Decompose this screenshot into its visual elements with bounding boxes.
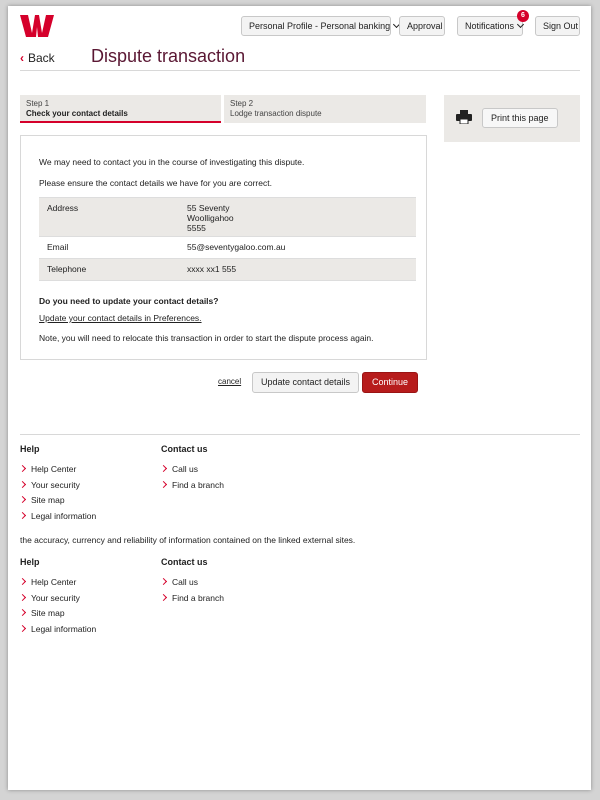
- row-value: xxxx xx1 555: [187, 264, 237, 274]
- help-link[interactable]: [20, 591, 96, 607]
- footer-contact: [161, 444, 224, 493]
- print-panel: [444, 95, 580, 142]
- notifications-count-badge: 6: [517, 10, 529, 22]
- approval-button[interactable]: [399, 16, 445, 36]
- row-value: [187, 198, 234, 236]
- contact-link-label: Find a branch: [172, 479, 224, 490]
- contact-table: [39, 197, 416, 281]
- row-value: 55@seventygaloo.com.au: [187, 242, 286, 252]
- cancel-link[interactable]: cancel: [218, 377, 242, 386]
- print-button[interactable]: [482, 108, 558, 128]
- chevron-down-icon: [517, 21, 524, 28]
- help-heading: Help: [20, 444, 40, 454]
- contact-link-label: Find a branch: [172, 592, 224, 603]
- contact-link[interactable]: [161, 462, 224, 478]
- help-link-label: Your security: [31, 592, 80, 603]
- row-key: Address: [47, 203, 79, 213]
- footer-help: [20, 557, 96, 637]
- page-title: Dispute transaction: [91, 46, 246, 66]
- contact-link[interactable]: [161, 478, 224, 494]
- chevron-right-icon: [19, 511, 26, 518]
- update-question: Do you need to update your contact details?: [39, 296, 219, 306]
- profile-dropdown-label: Personal Profile - Personal banking: [249, 21, 391, 31]
- chevron-right-icon: [19, 480, 26, 487]
- help-link-label: Site map: [31, 608, 65, 618]
- update-contact-button[interactable]: [252, 372, 359, 393]
- contact-heading: Contact us: [161, 444, 208, 454]
- chevron-right-icon: [19, 624, 26, 631]
- contact-link[interactable]: [161, 591, 224, 607]
- contact-heading: Contact us: [161, 557, 208, 567]
- print-label: Print this page: [491, 113, 549, 123]
- chevron-right-icon: [19, 465, 26, 472]
- chevron-right-icon: [160, 480, 167, 487]
- help-link[interactable]: [20, 622, 96, 638]
- preferences-link[interactable]: Update your contact details in Preferences.: [39, 313, 202, 323]
- help-link-label: Legal information: [31, 623, 97, 634]
- telephone-row: [39, 258, 416, 281]
- help-link-label: Legal information: [31, 510, 97, 521]
- profile-dropdown[interactable]: [241, 16, 391, 36]
- contact-link-label: Call us: [172, 464, 198, 474]
- continue-button[interactable]: [362, 372, 418, 393]
- help-link[interactable]: [20, 509, 96, 525]
- row-key: Email: [47, 242, 69, 252]
- intro-text: Please ensure the contact details we have for you are correct.: [39, 178, 272, 188]
- approval-label: Approval: [407, 21, 443, 31]
- help-link-label: Help Center: [31, 464, 77, 474]
- step-number: Step 1: [26, 99, 50, 108]
- chevron-right-icon: [19, 593, 26, 600]
- contact-details-card: [20, 135, 427, 360]
- help-link-label: Site map: [31, 495, 65, 505]
- step-label: Check your contact details: [26, 109, 128, 118]
- help-link-label: Your security: [31, 479, 80, 490]
- address-line: 55 Seventy: [187, 203, 230, 213]
- page: [8, 6, 591, 790]
- email-row: [39, 236, 416, 258]
- row-key: Telephone: [47, 264, 87, 274]
- address-row: [39, 197, 416, 236]
- step-label: Lodge transaction dispute: [230, 109, 322, 118]
- step-2: [224, 95, 426, 123]
- step-1: [20, 95, 221, 123]
- relocate-note: Note, you will need to relocate this transaction in order to start the dispute process again.: [39, 333, 374, 343]
- notifications-dropdown[interactable]: [457, 16, 523, 36]
- footer-divider: [20, 434, 580, 435]
- intro-text: We may need to contact you in the course of investigating this dispute.: [39, 157, 305, 167]
- help-link[interactable]: [20, 462, 96, 478]
- westpac-logo[interactable]: [20, 15, 54, 37]
- signout-label: Sign Out: [543, 21, 579, 31]
- update-contact-label: Update contact details: [261, 377, 351, 387]
- divider: [20, 70, 580, 71]
- contact-link-label: Call us: [172, 577, 198, 587]
- printer-icon: [456, 110, 472, 124]
- step-number: Step 2: [230, 99, 254, 108]
- footer-help: [20, 444, 96, 524]
- chevron-right-icon: [19, 496, 26, 503]
- notifications-label: Notifications: [465, 21, 515, 31]
- chevron-right-icon: [160, 578, 167, 585]
- chevron-right-icon: [19, 578, 26, 585]
- help-link-label: Help Center: [31, 577, 77, 587]
- contact-link[interactable]: [161, 575, 224, 591]
- help-link[interactable]: [20, 478, 96, 494]
- chevron-right-icon: [160, 465, 167, 472]
- signout-button[interactable]: [535, 16, 580, 36]
- continue-label: Continue: [372, 377, 409, 387]
- help-link[interactable]: [20, 493, 96, 509]
- chevron-left-icon: ‹: [20, 51, 24, 65]
- back-label: Back: [28, 51, 55, 65]
- address-line: 5555: [187, 223, 206, 233]
- footer-contact: [161, 557, 224, 606]
- chevron-right-icon: [160, 593, 167, 600]
- chevron-right-icon: [19, 609, 26, 616]
- address-line: Woolligahoo: [187, 213, 234, 223]
- help-link[interactable]: [20, 575, 96, 591]
- help-heading: Help: [20, 557, 40, 567]
- help-link[interactable]: [20, 606, 96, 622]
- disclaimer-text: the accuracy, currency and reliability of information contained on the linked external sites.: [20, 535, 356, 545]
- back-link[interactable]: [20, 51, 55, 65]
